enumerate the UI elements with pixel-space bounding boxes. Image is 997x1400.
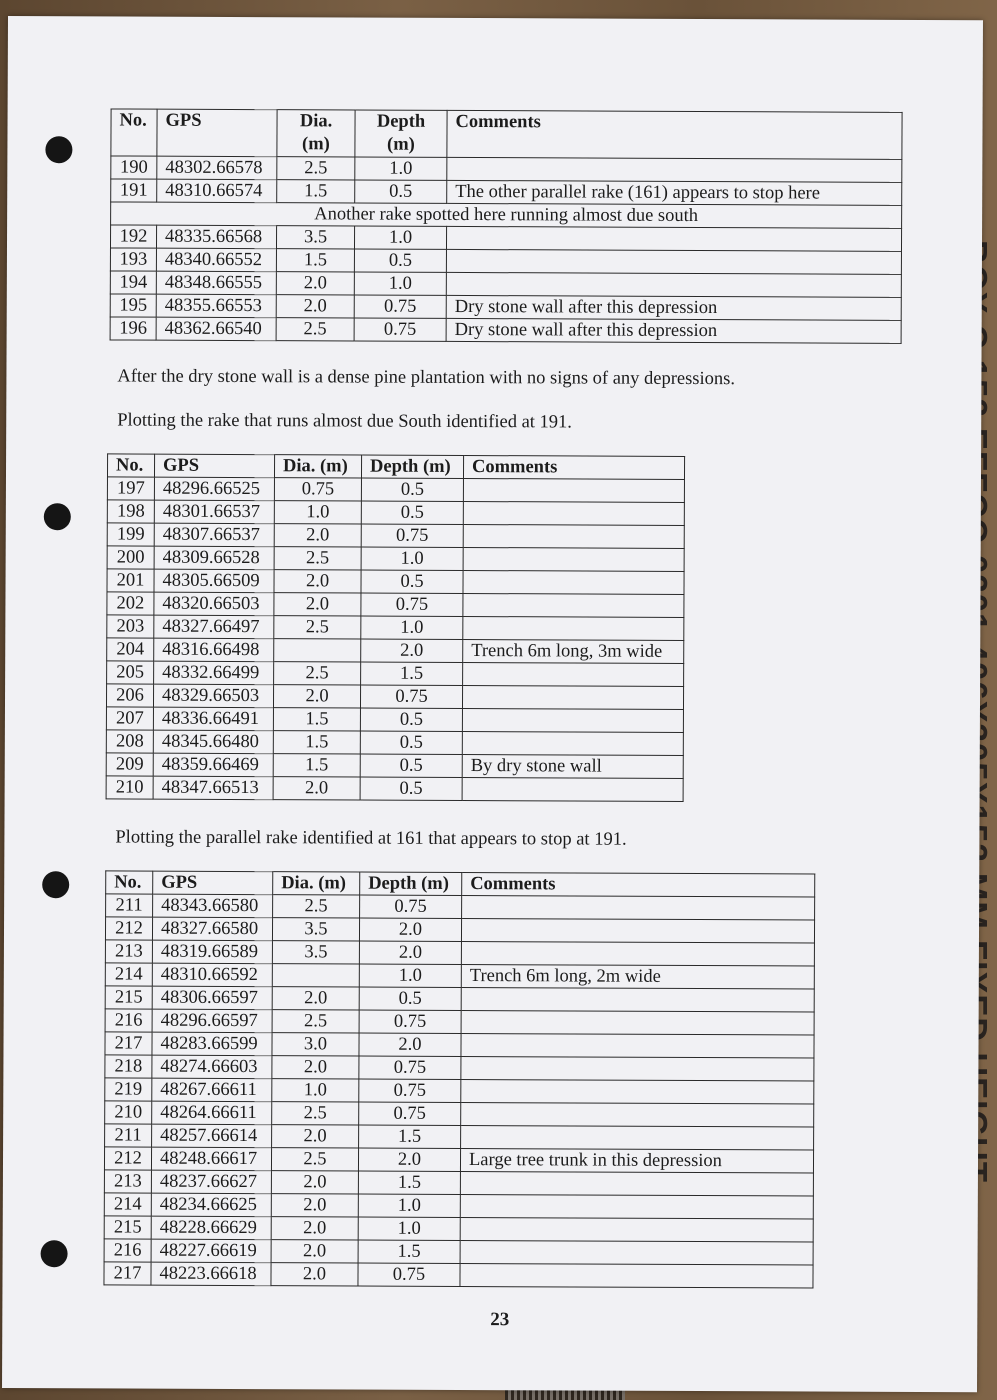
cell-dia: 2.5 [277, 157, 355, 180]
cell-depth: 1.0 [359, 964, 461, 987]
cell-dia: 2.5 [276, 318, 354, 341]
cell-dia: 1.5 [273, 708, 360, 731]
cell-depth: 1.5 [358, 1171, 460, 1194]
cell-gps: 48234.66625 [151, 1193, 271, 1217]
cell-no: 210 [106, 776, 153, 799]
cell-comments [461, 1079, 814, 1104]
table-row [110, 271, 901, 297]
table-row [107, 546, 684, 572]
cell-depth: 0.75 [359, 1079, 461, 1102]
cell-depth: 1.0 [358, 1194, 460, 1217]
cell-gps: 48301.66537 [154, 500, 274, 524]
cell-no: 216 [104, 1239, 151, 1262]
table-row [105, 917, 814, 943]
cell-dia: 2.5 [272, 1102, 359, 1125]
cell-dia: 2.0 [271, 1171, 358, 1194]
cell-dia: 0.75 [274, 478, 361, 501]
table-row [105, 1124, 814, 1150]
cell-comments [460, 1240, 813, 1265]
cell-comments [463, 662, 684, 686]
table-row [106, 753, 683, 779]
cell-no: 212 [105, 917, 152, 940]
cell-gps: 48316.66498 [154, 638, 274, 662]
punch-hole-2 [44, 503, 71, 530]
table-row [105, 1101, 814, 1127]
cell-depth: 0.5 [361, 570, 463, 593]
cell-no: 219 [105, 1078, 152, 1101]
cell-gps: 48348.66555 [156, 271, 276, 295]
cell-depth: 0.75 [358, 1263, 460, 1286]
cell-gps: 48335.66568 [156, 225, 276, 249]
cell-no: 211 [106, 894, 153, 917]
cell-no: 212 [104, 1147, 151, 1170]
cell-gps: 48307.66537 [154, 523, 274, 547]
table-row [106, 894, 815, 920]
cell-depth: 1.5 [359, 1125, 461, 1148]
table-row [110, 294, 901, 320]
header-comments: Comments [463, 455, 684, 479]
cell-no: 217 [104, 1262, 151, 1285]
cell-no: 203 [107, 615, 154, 638]
cell-no: 191 [111, 179, 157, 202]
cell-depth: 2.0 [358, 1148, 460, 1171]
table-row [107, 569, 684, 595]
cell-no: 204 [107, 638, 154, 661]
cell-no: 213 [105, 940, 152, 963]
table-row [111, 179, 902, 205]
table-row [107, 661, 684, 687]
table-row [111, 156, 902, 182]
cell-comments [461, 1056, 814, 1081]
table-row [104, 1170, 813, 1196]
cell-comments [462, 708, 683, 732]
cell-depth: 0.5 [360, 708, 462, 731]
cell-comments [463, 570, 684, 594]
cell-depth: 0.5 [359, 987, 461, 1010]
cell-gps: 48319.66589 [152, 940, 272, 964]
cell-dia: 2.5 [274, 616, 361, 639]
cell-gps: 48340.66552 [156, 248, 276, 272]
cell-depth: 1.5 [361, 662, 463, 685]
cell-comments: Trench 6m long, 3m wide [463, 639, 684, 663]
cell-depth: 0.75 [360, 895, 462, 918]
cell-dia: 2.0 [274, 524, 361, 547]
cell-depth: 1.0 [355, 157, 447, 180]
cell-gps: 48310.66574 [157, 179, 277, 203]
header-no: No. [111, 109, 157, 156]
cell-gps: 48345.66480 [153, 730, 273, 754]
cell-dia [272, 964, 359, 987]
table-row [106, 707, 683, 733]
header-no: No. [106, 871, 153, 894]
cell-no: 209 [106, 753, 153, 776]
table-row [104, 1262, 813, 1288]
cell-no: 202 [107, 592, 154, 615]
table-row [110, 248, 901, 274]
cell-dia: 2.5 [271, 1148, 358, 1171]
cell-dia: 2.0 [271, 1194, 358, 1217]
cell-comments [460, 1171, 813, 1196]
cell-comments [463, 501, 684, 525]
cell-depth: 0.5 [355, 180, 447, 203]
header-dia: Dia. (m) [274, 455, 361, 478]
cell-gps: 48310.66592 [152, 963, 272, 987]
cell-dia: 2.0 [273, 685, 360, 708]
paragraph-1: After the dry stone wall is a dense pine plantation with no signs of any depressions. [117, 366, 736, 390]
header-dia: Dia. (m) [277, 110, 355, 157]
cell-comments: Large tree trunk in this depression [460, 1148, 813, 1173]
table-row [105, 963, 814, 989]
document-page [2, 16, 983, 1392]
cell-dia: 3.5 [272, 941, 359, 964]
table-row [107, 638, 684, 664]
table-row [104, 1216, 813, 1242]
cell-no: 210 [105, 1101, 152, 1124]
cell-gps: 48327.66580 [152, 917, 272, 941]
cell-comments [463, 547, 684, 571]
cell-no: 214 [104, 1193, 151, 1216]
cell-gps: 48302.66578 [157, 156, 277, 180]
cell-depth: 2.0 [359, 1033, 461, 1056]
cell-depth: 0.75 [359, 1056, 461, 1079]
cell-depth: 1.0 [358, 1217, 460, 1240]
cell-comments [463, 478, 684, 502]
header-depth: Depth (m) [355, 110, 447, 157]
paragraph-2: Plotting the rake that runs almost due South identified at 191. [117, 410, 573, 433]
table-row [110, 317, 901, 343]
table-row [110, 225, 901, 251]
header-gps: GPS [154, 454, 274, 478]
cell-no: 192 [110, 225, 156, 248]
cell-no: 201 [107, 569, 154, 592]
cell-gps: 48347.66513 [153, 776, 273, 800]
cell-no: 194 [110, 271, 156, 294]
table-row [106, 776, 683, 802]
cell-gps: 48343.66580 [153, 894, 273, 918]
cell-depth: 0.5 [361, 478, 463, 501]
cell-gps: 48305.66509 [154, 569, 274, 593]
cell-comments [460, 1263, 813, 1288]
cell-dia: 2.0 [276, 295, 354, 318]
cell-comments [462, 777, 683, 801]
table-row [106, 684, 683, 710]
cell-comments [461, 1125, 814, 1150]
cell-dia: 1.5 [276, 249, 354, 272]
cell-no: 207 [106, 707, 153, 730]
cell-comments [460, 1217, 813, 1242]
cell-comments [446, 226, 901, 251]
cell-depth: 2.0 [361, 639, 463, 662]
table-row [104, 1193, 813, 1219]
cell-dia: 3.0 [272, 1033, 359, 1056]
table-row [105, 1078, 814, 1104]
cell-dia: 2.0 [273, 777, 360, 800]
table-row [105, 1055, 814, 1081]
cell-dia: 2.5 [273, 895, 360, 918]
header-depth: Depth (m) [361, 455, 463, 478]
cell-comments [461, 1010, 814, 1035]
cell-depth: 1.5 [358, 1240, 460, 1263]
cell-dia: 3.5 [276, 226, 354, 249]
table-header-row [111, 109, 902, 159]
cell-no: 193 [110, 248, 156, 271]
cell-dia: 2.0 [274, 570, 361, 593]
cell-comments [463, 593, 684, 617]
cell-no: 199 [107, 523, 154, 546]
cell-depth: 0.75 [360, 685, 462, 708]
cell-depth: 0.75 [359, 1102, 461, 1125]
cell-no: 215 [105, 986, 152, 1009]
cell-no: 208 [106, 730, 153, 753]
table-span-row [111, 202, 902, 228]
cell-gps: 48332.66499 [154, 661, 274, 685]
cell-no: 217 [105, 1032, 152, 1055]
table-row [107, 500, 684, 526]
cell-gps: 48264.66611 [152, 1101, 272, 1125]
cell-gps: 48296.66597 [152, 1009, 272, 1033]
cell-dia [274, 639, 361, 662]
cell-depth: 0.75 [354, 295, 446, 318]
page-number: 23 [490, 1309, 510, 1331]
cell-comments [460, 1194, 813, 1219]
cell-gps: 48257.66614 [152, 1124, 272, 1148]
cell-dia: 2.5 [274, 662, 361, 685]
cell-no: 200 [107, 546, 154, 569]
cell-comments [461, 941, 814, 966]
cell-dia: 2.0 [271, 1263, 358, 1286]
cell-depth: 0.5 [360, 777, 462, 800]
cell-comments [462, 895, 815, 920]
cell-no: 197 [107, 477, 154, 500]
cell-dia: 2.0 [272, 987, 359, 1010]
table-row [107, 477, 684, 503]
cell-depth: 0.5 [360, 754, 462, 777]
cell-comments [461, 918, 814, 943]
table-header-row [107, 454, 684, 480]
cell-dia: 1.0 [272, 1079, 359, 1102]
depression-table-2 [106, 453, 686, 802]
cell-dia: 2.0 [274, 593, 361, 616]
depression-table-3 [103, 870, 815, 1288]
table-header-row [106, 871, 815, 897]
cell-no: 205 [107, 661, 154, 684]
cell-gps: 48227.66619 [151, 1239, 271, 1263]
cell-depth: 1.0 [354, 272, 446, 295]
cell-comments [447, 157, 902, 182]
cell-gps: 48362.66540 [156, 317, 276, 341]
punch-hole-3 [42, 871, 69, 898]
depression-table-1 [110, 108, 903, 343]
cell-comments: Dry stone wall after this depression [446, 318, 901, 343]
cell-no: 198 [107, 500, 154, 523]
header-gps: GPS [153, 871, 273, 895]
cell-gps: 48248.66617 [151, 1147, 271, 1171]
cell-no: 196 [110, 317, 156, 340]
cell-comments [462, 685, 683, 709]
cell-comments [461, 1033, 814, 1058]
cell-no: 206 [106, 684, 153, 707]
table-row [105, 1009, 814, 1035]
cell-depth: 0.75 [361, 524, 463, 547]
cell-dia: 2.5 [272, 1010, 359, 1033]
cell-dia: 2.5 [274, 547, 361, 570]
cell-gps: 48237.66627 [151, 1170, 271, 1194]
cell-dia: 2.0 [272, 1056, 359, 1079]
header-dia: Dia. (m) [273, 872, 360, 895]
cell-comments [461, 1102, 814, 1127]
cell-depth: 2.0 [359, 918, 461, 941]
cell-comments: Dry stone wall after this depression [446, 295, 901, 320]
cell-no: 213 [104, 1170, 151, 1193]
cell-gps: 48267.66611 [152, 1078, 272, 1102]
cell-comments [446, 272, 901, 297]
cell-depth: 2.0 [359, 941, 461, 964]
cell-depth: 1.0 [354, 226, 446, 249]
cell-no: 190 [111, 156, 157, 179]
cell-dia: 2.0 [272, 1125, 359, 1148]
cell-gps: 48274.66603 [152, 1055, 272, 1079]
table-row [105, 986, 814, 1012]
cell-depth: 0.5 [361, 501, 463, 524]
punch-hole-1 [45, 136, 72, 163]
cell-comments [461, 987, 814, 1012]
cell-comments [463, 616, 684, 640]
cell-dia: 1.5 [273, 731, 360, 754]
cell-no: 215 [104, 1216, 151, 1239]
paragraph-3: Plotting the parallel rake identified at 161 that appears to stop at 191. [115, 827, 627, 850]
table-row [107, 592, 684, 618]
cell-dia: 1.0 [274, 501, 361, 524]
cell-gps: 48359.66469 [153, 753, 273, 777]
header-comments: Comments [447, 110, 902, 159]
table-row [105, 940, 814, 966]
cell-comments [463, 524, 684, 548]
cell-depth: 0.75 [354, 318, 446, 341]
header-comments: Comments [462, 872, 815, 897]
cell-dia: 3.5 [272, 918, 359, 941]
cell-no: 214 [105, 963, 152, 986]
cell-comments [446, 249, 901, 274]
cell-depth: 0.5 [354, 249, 446, 272]
table-row [107, 615, 684, 641]
cell-dia: 2.0 [271, 1217, 358, 1240]
cell-no: 195 [110, 294, 156, 317]
table-row [107, 523, 684, 549]
cell-gps: 48306.66597 [152, 986, 272, 1010]
header-gps: GPS [157, 109, 277, 157]
cell-gps: 48296.66525 [154, 477, 274, 501]
punch-hole-4 [41, 1240, 68, 1267]
cell-depth: 0.5 [360, 731, 462, 754]
header-no: No. [107, 454, 154, 477]
cell-depth: 0.75 [359, 1010, 461, 1033]
cell-gps: 48336.66491 [153, 707, 273, 731]
cell-comments: Trench 6m long, 2m wide [461, 964, 814, 989]
cell-dia: 1.5 [273, 754, 360, 777]
cell-dia: 2.0 [276, 272, 354, 295]
cell-gps: 48228.66629 [151, 1216, 271, 1240]
cell-depth: 1.0 [361, 616, 463, 639]
table-row [104, 1147, 813, 1173]
cell-no: 211 [105, 1124, 152, 1147]
cell-dia: 1.5 [277, 180, 355, 203]
header-depth: Depth (m) [360, 872, 462, 895]
table-row [105, 1032, 814, 1058]
cell-depth: 1.0 [361, 547, 463, 570]
cell-gps: 48283.66599 [152, 1032, 272, 1056]
span-note: Another rake spotted here running almost due south [111, 202, 902, 228]
cell-gps: 48327.66497 [154, 615, 274, 639]
cell-no: 218 [105, 1055, 152, 1078]
cell-no: 216 [105, 1009, 152, 1032]
cell-gps: 48320.66503 [154, 592, 274, 616]
table-row [106, 730, 683, 756]
cell-gps: 48329.66503 [153, 684, 273, 708]
cell-depth: 0.75 [361, 593, 463, 616]
cell-comments: By dry stone wall [462, 754, 683, 778]
cell-comments [462, 731, 683, 755]
cell-gps: 48223.66618 [151, 1262, 271, 1286]
cell-comments: The other parallel rake (161) appears to stop here [447, 180, 902, 205]
cell-dia: 2.0 [271, 1240, 358, 1263]
cell-gps: 48355.66553 [156, 294, 276, 318]
cell-gps: 48309.66528 [154, 546, 274, 570]
table-row [104, 1239, 813, 1265]
